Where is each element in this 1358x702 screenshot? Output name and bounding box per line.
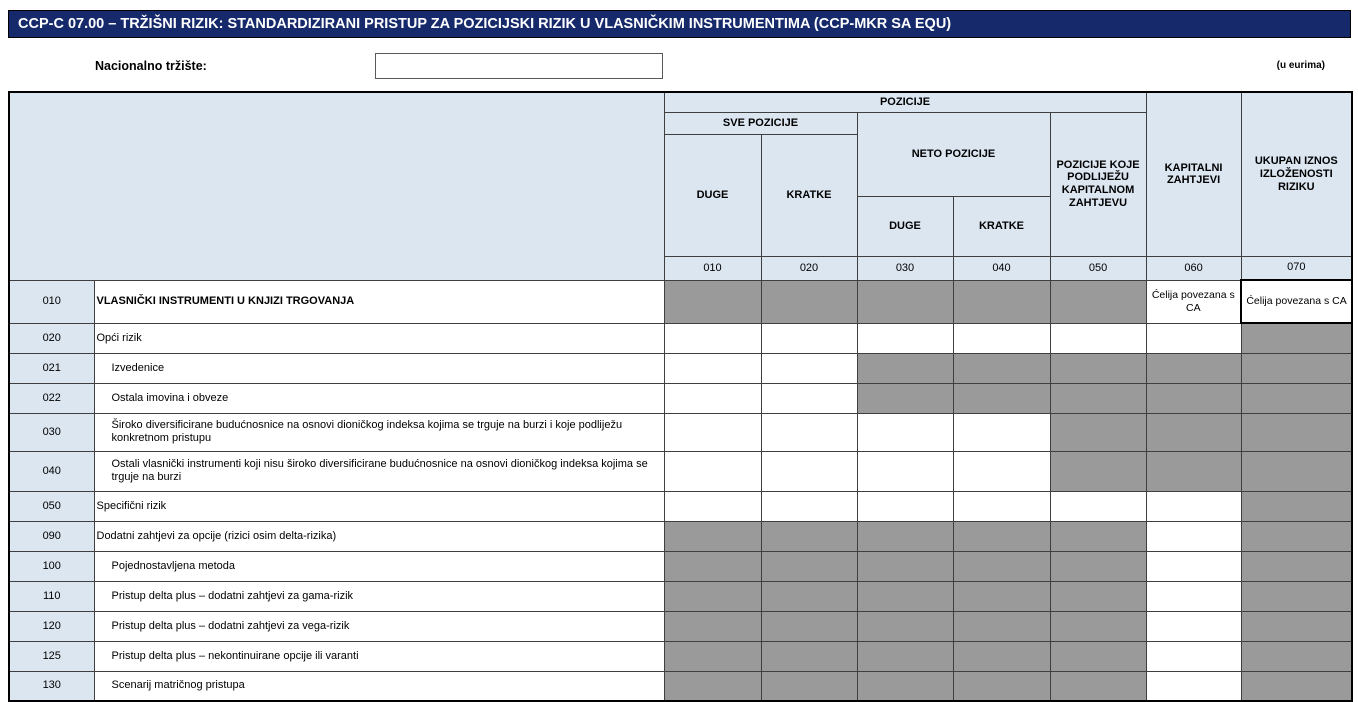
blocked-cell (1050, 641, 1146, 671)
blocked-cell (1241, 521, 1352, 551)
row-label: Scenarij matričnog pristupa (94, 671, 664, 701)
row-label: Ostala imovina i obveze (94, 383, 664, 413)
data-cell[interactable] (664, 491, 761, 521)
header-pozicije: POZICIJE (664, 92, 1146, 112)
data-cell[interactable] (1146, 671, 1241, 701)
blocked-cell (1050, 383, 1146, 413)
header-pozicije-koje: POZICIJE KOJE PODLIJEŽU KAPITALNOM ZAHTJEVU (1050, 112, 1146, 256)
blocked-cell (953, 521, 1050, 551)
blocked-cell (1241, 551, 1352, 581)
row-code: 020 (9, 323, 94, 353)
blocked-cell (1241, 413, 1352, 451)
blocked-cell (1241, 383, 1352, 413)
blocked-cell (1050, 671, 1146, 701)
row-code: 090 (9, 521, 94, 551)
header-kapitalni-zahtjevi: KAPITALNI ZAHTJEVI (1146, 92, 1241, 256)
blocked-cell (1050, 280, 1146, 323)
row-code: 110 (9, 581, 94, 611)
blocked-cell (953, 551, 1050, 581)
row-label: Pristup delta plus – nekontinuirane opcije ili varanti (94, 641, 664, 671)
blocked-cell (1241, 611, 1352, 641)
data-cell[interactable] (1146, 641, 1241, 671)
blocked-cell (857, 551, 953, 581)
row-code: 125 (9, 641, 94, 671)
data-cell[interactable] (761, 413, 857, 451)
col-number-070: 070 (1241, 256, 1352, 280)
blocked-cell (664, 581, 761, 611)
row-code: 021 (9, 353, 94, 383)
data-cell[interactable] (664, 413, 761, 451)
blocked-cell (857, 353, 953, 383)
blocked-cell (1241, 671, 1352, 701)
header-sve-pozicije: SVE POZICIJE (664, 112, 857, 134)
header-sve-kratke: KRATKE (761, 134, 857, 256)
blocked-cell (1050, 611, 1146, 641)
row-label: Dodatni zahtjevi za opcije (rizici osim delta-rizika) (94, 521, 664, 551)
data-cell[interactable] (857, 451, 953, 491)
table-row (9, 581, 1352, 611)
blocked-cell (1050, 581, 1146, 611)
blocked-cell (857, 581, 953, 611)
blocked-cell (857, 383, 953, 413)
data-cell[interactable] (664, 451, 761, 491)
blocked-cell (1241, 323, 1352, 353)
blocked-cell (857, 611, 953, 641)
table-row (9, 521, 1352, 551)
header-neto-duge: DUGE (857, 196, 953, 256)
table-row (9, 383, 1352, 413)
blocked-cell (1146, 353, 1241, 383)
data-cell[interactable] (664, 323, 761, 353)
currency-note: (u eurima) (1276, 60, 1325, 71)
data-cell[interactable] (857, 491, 953, 521)
blocked-cell (664, 551, 761, 581)
row-label: Pojednostavljena metoda (94, 551, 664, 581)
blocked-cell (857, 641, 953, 671)
blocked-cell (761, 551, 857, 581)
report-table-body (9, 280, 1352, 701)
data-cell[interactable] (1050, 323, 1146, 353)
blocked-cell (1050, 451, 1146, 491)
blocked-cell (761, 641, 857, 671)
col-number-040: 040 (953, 256, 1050, 280)
blocked-cell (761, 280, 857, 323)
table-row (9, 280, 1352, 323)
blocked-cell (1146, 383, 1241, 413)
data-cell[interactable] (761, 491, 857, 521)
row-code: 022 (9, 383, 94, 413)
blocked-cell (1050, 551, 1146, 581)
table-row (9, 611, 1352, 641)
data-cell[interactable] (664, 383, 761, 413)
header-neto-pozicije: NETO POZICIJE (857, 112, 1050, 196)
template-title-bar (8, 10, 1351, 38)
table-row (9, 323, 1352, 353)
linked-cell: Ćelija povezana s CA (1241, 280, 1352, 323)
blocked-cell (664, 671, 761, 701)
data-cell[interactable] (953, 413, 1050, 451)
data-cell[interactable] (953, 451, 1050, 491)
data-cell[interactable] (953, 491, 1050, 521)
row-label: VLASNIČKI INSTRUMENTI U KNJIZI TRGOVANJA (94, 280, 664, 323)
national-market-label: Nacionalno tržište: (95, 59, 207, 73)
row-code: 130 (9, 671, 94, 701)
blocked-cell (664, 611, 761, 641)
row-label: Opći rizik (94, 323, 664, 353)
header-blank-corner (9, 92, 664, 280)
blocked-cell (761, 521, 857, 551)
data-cell[interactable] (761, 353, 857, 383)
blocked-cell (761, 611, 857, 641)
data-cell[interactable] (761, 451, 857, 491)
row-label: Ostali vlasnički instrumenti koji nisu široko diversificirane budućnosnice na osnovi dioničkog indeksa kojima se trguje na burzi (94, 451, 664, 491)
blocked-cell (953, 611, 1050, 641)
data-cell[interactable] (857, 323, 953, 353)
row-code: 100 (9, 551, 94, 581)
blocked-cell (1241, 451, 1352, 491)
col-number-060: 060 (1146, 256, 1241, 280)
data-cell[interactable] (1146, 521, 1241, 551)
blocked-cell (761, 671, 857, 701)
blocked-cell (953, 671, 1050, 701)
linked-cell: Ćelija povezana s CA (1146, 280, 1241, 323)
blocked-cell (1050, 413, 1146, 451)
col-number-030: 030 (857, 256, 953, 280)
table-row (9, 641, 1352, 671)
blocked-cell (953, 641, 1050, 671)
blocked-cell (953, 383, 1050, 413)
col-number-020: 020 (761, 256, 857, 280)
blocked-cell (761, 581, 857, 611)
data-cell[interactable] (664, 353, 761, 383)
data-cell[interactable] (1146, 611, 1241, 641)
blocked-cell (1241, 641, 1352, 671)
blocked-cell (664, 280, 761, 323)
row-label: Pristup delta plus – dodatni zahtjevi za vega-rizik (94, 611, 664, 641)
data-cell[interactable] (857, 413, 953, 451)
data-cell[interactable] (1146, 323, 1241, 353)
row-code: 040 (9, 451, 94, 491)
blocked-cell (1241, 353, 1352, 383)
table-row (9, 671, 1352, 701)
data-cell[interactable] (1146, 491, 1241, 521)
blocked-cell (953, 581, 1050, 611)
data-cell[interactable] (761, 323, 857, 353)
table-row (9, 451, 1352, 491)
blocked-cell (857, 671, 953, 701)
blocked-cell (1050, 521, 1146, 551)
table-row (9, 551, 1352, 581)
table-row (9, 353, 1352, 383)
blocked-cell (953, 353, 1050, 383)
row-label: Izvedenice (94, 353, 664, 383)
report-table (8, 91, 1353, 702)
data-cell[interactable] (761, 383, 857, 413)
row-code: 120 (9, 611, 94, 641)
blocked-cell (664, 521, 761, 551)
table-row (9, 413, 1352, 451)
blocked-cell (1146, 413, 1241, 451)
col-number-050: 050 (1050, 256, 1146, 280)
blocked-cell (1241, 581, 1352, 611)
header-sve-duge: DUGE (664, 134, 761, 256)
national-market-input[interactable] (375, 53, 663, 79)
row-label: Široko diversificirane budućnosnice na osnovi dioničkog indeksa kojima se trguje na burzi i koje podliježu konkretnom pristupu (94, 413, 664, 451)
row-code: 030 (9, 413, 94, 451)
blocked-cell (664, 641, 761, 671)
data-cell[interactable] (1146, 551, 1241, 581)
blocked-cell (857, 280, 953, 323)
page-title: CCP-C 07.00 – TRŽIŠNI RIZIK: STANDARDIZIRANI PRISTUP ZA POZICIJSKI RIZIK U VLASNIČKIM INSTRUMENTIMA (CCP-MKR SA EQU) (18, 16, 952, 32)
blocked-cell (953, 280, 1050, 323)
header-neto-kratke: KRATKE (953, 196, 1050, 256)
row-code: 050 (9, 491, 94, 521)
row-label: Pristup delta plus – dodatni zahtjevi za gama-rizik (94, 581, 664, 611)
row-code: 010 (9, 280, 94, 323)
data-cell[interactable] (1050, 491, 1146, 521)
row-label: Specifični rizik (94, 491, 664, 521)
header-ukupan-iznos: UKUPAN IZNOS IZLOŽENOSTI RIZIKU (1241, 92, 1352, 256)
table-row (9, 491, 1352, 521)
data-cell[interactable] (1146, 581, 1241, 611)
col-number-010: 010 (664, 256, 761, 280)
blocked-cell (1241, 491, 1352, 521)
blocked-cell (1050, 353, 1146, 383)
data-cell[interactable] (953, 323, 1050, 353)
blocked-cell (1146, 451, 1241, 491)
blocked-cell (857, 521, 953, 551)
